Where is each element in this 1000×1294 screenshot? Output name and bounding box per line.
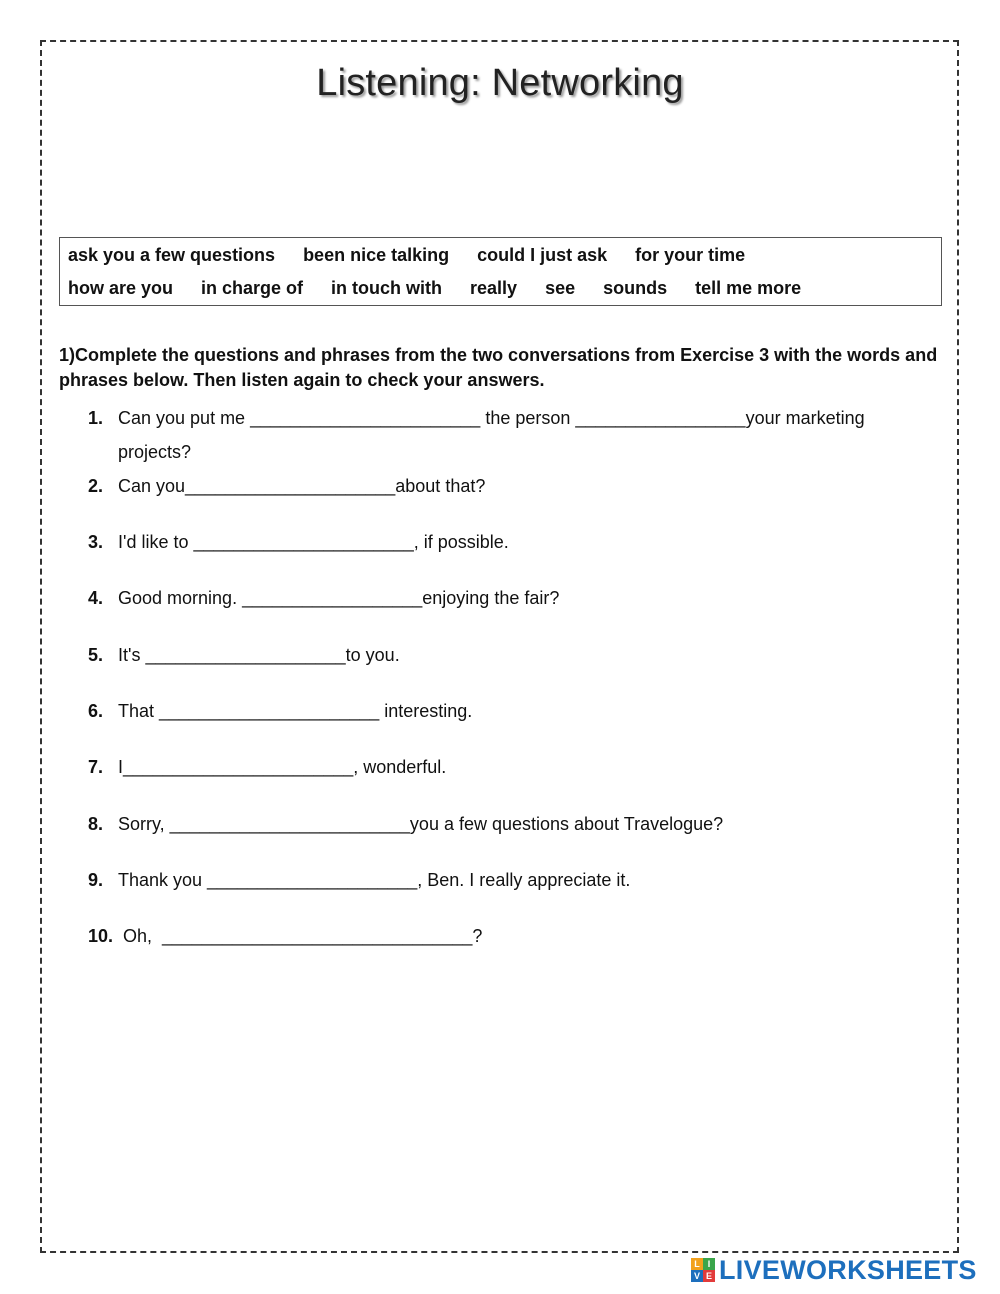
question-number: 4. [88, 588, 104, 608]
word-bank-item: in charge of [201, 278, 304, 298]
question-2[interactable] [88, 469, 938, 503]
word-bank-item: see [545, 278, 576, 298]
word-bank-item: for your time [635, 245, 746, 265]
question-number: 6. [88, 701, 104, 721]
word-bank-item: sounds [603, 278, 668, 298]
question-text: Sorry, ________________________you a few questions about Travelogue? [118, 814, 724, 834]
question-text: Can you_____________________about that? [118, 476, 486, 496]
question-10[interactable] [88, 919, 938, 953]
question-text: It's ____________________to you. [118, 645, 400, 665]
liveworksheets-logo-text: LIVEWORKSHEETS [719, 1254, 977, 1285]
question-text: Oh, _______________________________? [123, 926, 483, 946]
question-number: 2. [88, 476, 104, 496]
page-title: Listening: Networking [316, 62, 684, 104]
question-3[interactable] [88, 525, 938, 559]
word-bank-item: been nice talking [303, 245, 450, 265]
question-text-continued: projects? [118, 442, 192, 462]
question-text: I'd like to ______________________, if possible. [118, 532, 509, 552]
question-6[interactable] [88, 694, 938, 728]
question-1[interactable] [88, 401, 938, 469]
question-8[interactable] [88, 807, 938, 841]
liveworksheets-logo[interactable] [691, 1255, 977, 1285]
question-number: 1. [88, 408, 104, 428]
question-text: Can you put me _______________________ the person _________________your marketing [118, 408, 865, 428]
instructions: 1)Complete the questions and phrases from the two conversations from Exercise 3 with the words and phrases below. Then listen again to check your answers. [59, 345, 938, 390]
word-bank-row-2 [68, 272, 933, 305]
question-number: 7. [88, 757, 104, 777]
question-number: 8. [88, 814, 104, 834]
question-text: I_______________________, wonderful. [118, 757, 447, 777]
logo-icon-tile: I [703, 1258, 715, 1270]
question-7[interactable] [88, 750, 938, 784]
word-bank-item: ask you a few questions [68, 245, 276, 265]
question-5[interactable] [88, 638, 938, 672]
word-bank-item: in touch with [331, 278, 443, 298]
question-number: 5. [88, 645, 104, 665]
question-number: 3. [88, 532, 104, 552]
word-bank-item: how are you [68, 278, 174, 298]
question-text: Good morning. __________________enjoying the fair? [118, 588, 560, 608]
question-number: 9. [88, 870, 104, 890]
logo-icon-tile: E [703, 1270, 715, 1282]
question-number: 10. [88, 926, 114, 946]
question-4[interactable] [88, 581, 938, 615]
question-9[interactable] [88, 863, 938, 897]
word-bank-item: tell me more [695, 278, 802, 298]
word-bank [59, 237, 942, 306]
word-bank-item: could I just ask [477, 245, 608, 265]
question-text: That ______________________ interesting. [118, 701, 473, 721]
logo-icon-tile: V [691, 1270, 703, 1282]
word-bank-item: really [470, 278, 518, 298]
logo-icon-tile: L [691, 1258, 703, 1270]
liveworksheets-logo-icon [691, 1258, 715, 1282]
word-bank-row-1 [68, 239, 933, 272]
question-text: Thank you _____________________, Ben. I really appreciate it. [118, 870, 631, 890]
